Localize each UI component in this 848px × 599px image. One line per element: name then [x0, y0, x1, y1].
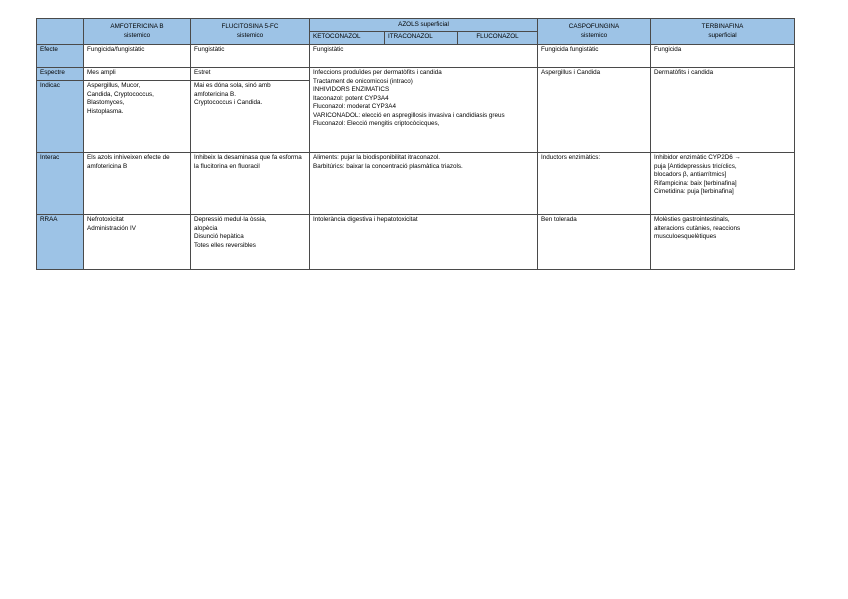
- corner-cell: [37, 19, 84, 45]
- cell-efecte-azols: Fungistàtic: [310, 45, 538, 68]
- header-caspofungina: [538, 19, 651, 45]
- interac-azols-line: Barbitúrics: baixar la concentració plasmàtica triazols.: [313, 162, 463, 170]
- cell-espectre-terbinafina: Dermatòfits i candida: [651, 68, 795, 153]
- header-flucitosina-name: FLUCITOSINA 5-FC: [221, 23, 279, 30]
- cell-rraa-azols: Intolerància digestiva i hepatotoxicitat: [310, 215, 538, 270]
- row-label-interac: Interac: [37, 153, 84, 215]
- row-interac: [37, 153, 795, 215]
- cell-espectre-azols: [310, 68, 538, 153]
- cell-espectre-amfotericina: Mes ampli: [84, 68, 191, 81]
- rraa-amfo-line: Administración IV: [87, 224, 136, 232]
- cell-efecte-flucitosina: Fungistàtic: [191, 45, 310, 68]
- interac-terbi-line: puja [Antidepressius tricíclics,: [654, 162, 737, 170]
- cell-espectre-caspofungina: Aspergillus i Candida: [538, 68, 651, 153]
- rraa-fluci-line: Depressió medul·la òssia,: [194, 216, 267, 223]
- cell-efecte-amfotericina: Fungicida/fungistàtic: [84, 45, 191, 68]
- header-flucitosina-sub: sistemico: [236, 31, 264, 39]
- rraa-fluci-line: Totes elles reversibles: [194, 241, 256, 249]
- cell-interac-azols: [310, 153, 538, 215]
- interac-terbi-line: Inhibidor enzimàtic CYP2D6 →: [654, 154, 741, 161]
- cell-interac-caspofungina: Inductors enzimàtics:: [538, 153, 651, 215]
- header-amfotericina-sub: sistemico: [123, 31, 151, 39]
- azols-spectrum-line: Tractament de onicomicosi (intraco): [313, 77, 413, 85]
- indicac-fluci-line: Cryptococcus i Candida.: [194, 99, 263, 106]
- interac-terbi-line: Rifampicina: baix [terbinafina]: [654, 179, 737, 187]
- header-terbinafina-name: TERBINAFINA: [701, 23, 744, 30]
- cell-rraa-caspofungina: Ben tolerada: [538, 215, 651, 270]
- indicac-amfo-line: Aspergillus, Mucor,: [87, 82, 141, 89]
- antifungal-table: [36, 18, 795, 270]
- header-azols: AZOLS superficial: [310, 19, 538, 32]
- azols-spectrum-line: INHIVIDORS ENZIMATICS: [313, 86, 390, 93]
- indicac-amfo-line: Blastomyces,: [87, 99, 125, 106]
- header-amfotericina-name: AMFOTERICINA B: [110, 23, 164, 30]
- interac-terbi-line: Cimetidina: puja [terbinafina]: [654, 188, 734, 195]
- row-label-indicac: Indicac: [37, 81, 84, 153]
- cell-rraa-flucitosina: [191, 215, 310, 270]
- cell-efecte-terbinafina: Fungicida: [651, 45, 795, 68]
- indicac-amfo-line: Histoplasma.: [87, 107, 124, 115]
- header-terbinafina: [651, 19, 795, 45]
- rraa-fluci-line: alopècia: [194, 224, 218, 232]
- header-fluconazol: FLUCONAZOL: [458, 32, 538, 45]
- azols-spectrum-line: Fluconazol: Elecció mengitis criptocòcicques,: [313, 120, 440, 127]
- indicac-fluci-line: Mai es dóna sola, sinó amb: [194, 82, 271, 89]
- row-espectre: [37, 68, 795, 81]
- cell-interac-amfotericina: Els azols inhiveixen efecte de amfotericina B: [84, 153, 191, 215]
- rraa-terbi-line: musculoesquelètiques: [654, 233, 717, 240]
- azols-spectrum-line: Infeccions produïdes per dermatòfits i candida: [313, 69, 442, 76]
- interac-azols-line: Aliments: pujar la biodisponibilitat itraconazol.: [313, 154, 441, 161]
- indicac-amfo-line: Candida, Cryptococcus,: [87, 90, 154, 98]
- row-label-efecte: Efecte: [37, 45, 84, 68]
- cell-indicac-amfotericina: [84, 81, 191, 153]
- row-rraa: [37, 215, 795, 270]
- cell-interac-terbinafina: [651, 153, 795, 215]
- row-label-espectre: Espectre: [37, 68, 84, 81]
- interac-terbi-line: blocadors β, antiarrítmics]: [654, 171, 727, 178]
- header-itraconazol: ITRACONAZOL: [385, 32, 458, 45]
- rraa-amfo-line: Nefrotoxicitat: [87, 216, 124, 223]
- cell-rraa-terbinafina: [651, 215, 795, 270]
- row-label-rraa: RRAA: [37, 215, 84, 270]
- cell-interac-flucitosina: Inhibeix la desaminasa que fa esforma la flucitorina en fluoracil: [191, 153, 310, 215]
- header-amfotericina: [84, 19, 191, 45]
- azols-spectrum-line: VARICONADOL: elecció en aspregillosis invasiva i candidiasis greus: [313, 111, 505, 119]
- rraa-fluci-line: Disunció hepàtica: [194, 233, 244, 240]
- cell-rraa-amfotericina: [84, 215, 191, 270]
- header-caspofungina-sub: sistemico: [580, 31, 608, 39]
- azols-spectrum-line: Itaconazol: potent CYP3A4: [313, 94, 389, 102]
- rraa-terbi-line: Molèsties gastrointestinals,: [654, 216, 730, 223]
- cell-indicac-flucitosina: [191, 81, 310, 153]
- row-efecte: [37, 45, 795, 68]
- header-caspofungina-name: CASPOFUNGINA: [568, 23, 620, 30]
- header-terbinafina-sub: superficial: [708, 31, 737, 39]
- rraa-terbi-line: alteracions cutànies, reaccions: [654, 224, 741, 232]
- indicac-fluci-line: amfotericina B.: [194, 90, 236, 98]
- azols-spectrum-line: Fluconazol: moderat CYP3A4: [313, 103, 396, 110]
- cell-efecte-caspofungina: Fungicida fungistàtic: [538, 45, 651, 68]
- header-ketoconazol: KETOCONAZOL: [310, 32, 385, 45]
- header-flucitosina: [191, 19, 310, 45]
- cell-espectre-flucitosina: Estret: [191, 68, 310, 81]
